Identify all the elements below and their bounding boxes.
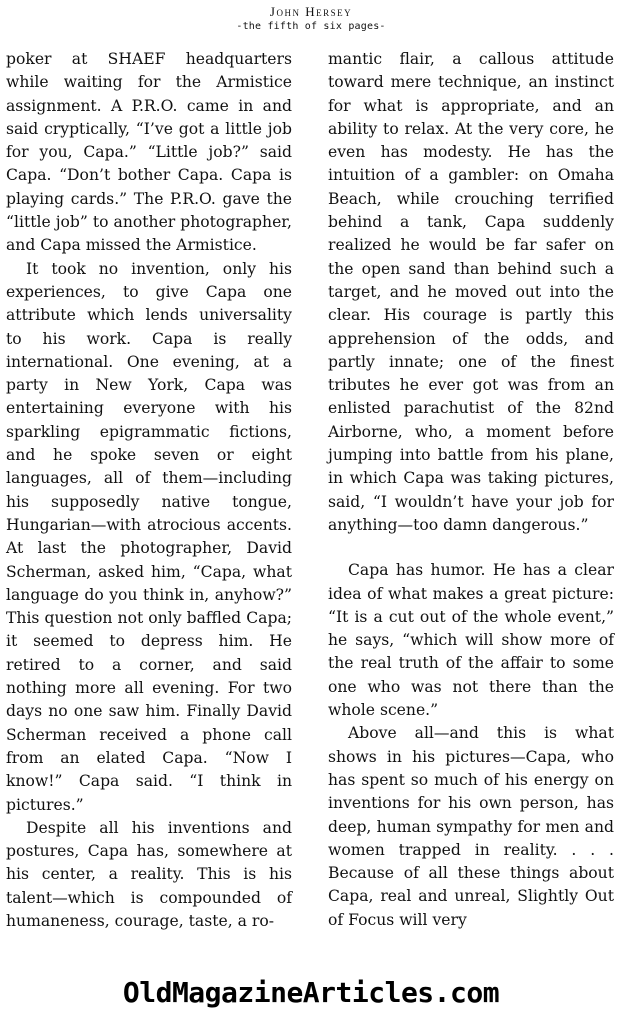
paragraph: Despite all his inventions and postures, Capa has, somewhere at his center, a reality. This is his talent—which is compounded of humaneness, courage, taste, a ro- <box>6 818 292 930</box>
paragraph: Above all—and this is what shows in his pictures—Capa, who has spent so much of his energy on inventions for his own person, has deep, human sympathy for men and women trapped in reality. . . . Because of all these things about Capa, real and unreal, Slightly Out of Focus will very <box>328 724 614 929</box>
paragraph: mantic flair, a callous attitude toward mere technique, an instinct for what is appropriate, and an ability to relax. At the very core, he even has modesty. He has the intuition of a gambler: on Omaha Beach, while crouching terrified behind a tank, Capa suddenly realized he would be far safer on the open sand than behind such a target, and he moved out into the clear. His courage is partly this apprehension of the odds, and partly innate; one of the finest tributes he ever got was from an enlisted parachutist of the 82nd Airborne, who, a moment before jumping into battle from his plane, in which Capa was taking pictures, said, “I wouldn’t have your job for anything—too damn dangerous.” <box>328 50 614 534</box>
page-number-note: -the fifth of six pages- <box>236 21 386 32</box>
site-watermark: OldMagazineArticles.com <box>122 976 500 1009</box>
paragraph: It took no invention, only his experiences, to give Capa one attribute which lends universality to his work. Capa is really international. One evening, at a party in New York, Capa was entertaining everyone with his sparkling epigrammatic fictions, and he spoke seven or eight languages, all of them—including his supposedly native tongue, Hungarian—with atrocious accents. At last the photographer, David Scherman, asked him, “Capa, what language do you think in, anyhow?” This question not only baffled Capa; it seemed to depress him. He retired to a corner, and said nothing more all evening. For two days no one saw him. Finally David Scherman received a phone call from an elated Capa. “Now I know!” Capa said. “I think in pictures.” <box>6 259 292 814</box>
text-column-right <box>328 48 614 932</box>
page-header <box>0 4 622 33</box>
paragraph: poker at SHAEF headquarters while waiting for the Armistice assignment. A P.R.O. came in and said cryptically, “I’ve got a little job for you, Capa.” “Little job?” said Capa. “Don’t bother Capa. Capa is playing cards.” The P.R.O. gave the “little job” to another photographer, and Capa missed the Armistice. <box>6 50 292 255</box>
running-head-author: John Hersey <box>269 4 353 19</box>
paragraph: Capa has humor. He has a clear idea of what makes a great picture: “It is a cut out of the whole event,” he says, “which will show more of the real truth of the affair to some one who was not there than the whole scene.” <box>328 561 614 720</box>
text-column-left <box>6 48 292 933</box>
